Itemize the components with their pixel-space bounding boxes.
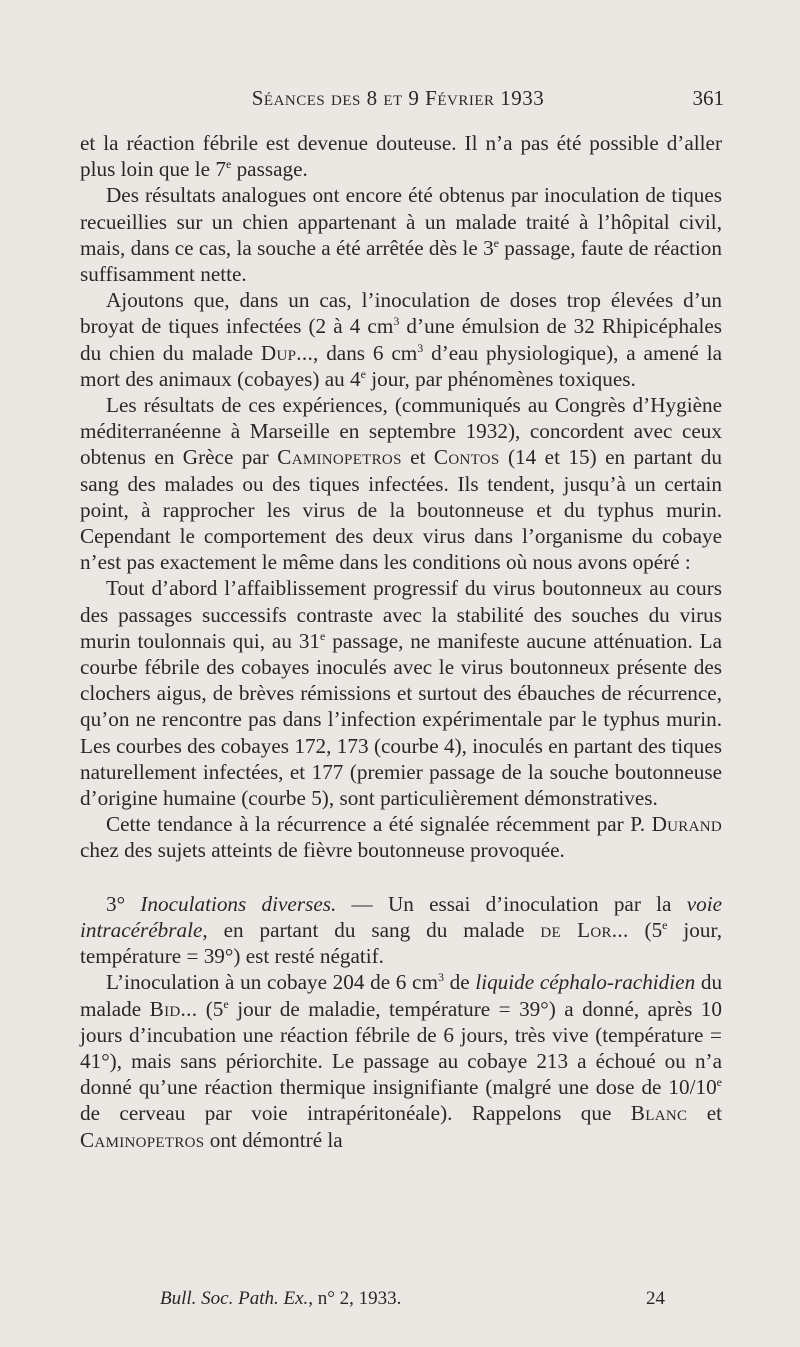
p8-sup2: e (223, 996, 229, 1011)
signature-mark: 24 (646, 1288, 665, 1309)
p4-a: Les résultats de ces expériences, (communiqués au Congrès d’Hygiène méditerranéenne à Marseille en septembre 1932), concordent avec ceux obtenus en Grèce par (80, 393, 722, 470)
paragraph-6 (80, 811, 722, 863)
patient-name: Bid... (149, 996, 198, 1021)
running-head: Séances des 8 et 9 Février 1933 (251, 86, 545, 110)
paragraph-2 (80, 182, 722, 287)
p8-c: du malade (80, 970, 723, 1021)
p5-a: Tout d’abord l’affaiblissement progressif du virus boutonneux au cours des passages successifs contraste avec la stabilité des souches du virus murin toulonnais qui, au 31 (80, 576, 722, 653)
p5-b: passage, ne manifeste aucune atténuation. La courbe fébrile des cobayes inoculés avec le virus boutonneux présente des clochers aigus, de brèves rémissions et surtout des ébauches de récurrence, qu’on ne rencontre pas dans l’infection expérimentale par le typhus murin. Les courbes des cobayes 172, 173 (courbe 4), inoculés en partant des tiques naturellement infectées, et 177 (premier passage de la souche boutonneuse d’origine humaine (courbe 5), sont particulièrement démonstratives. (80, 628, 722, 811)
p7-c: (5 (628, 917, 663, 942)
p4-c: (14 et 15) en partant du sang des malades ou des tiques infectées. Ils tendent, jusqu’à un certain point, à rapprocher les virus de la boutonneuse et du typhus murin. Cependant le comportement des deux virus dans l’organisme du cobaye n’est pas exactement le même dans les conditions où nous avons opéré : (80, 445, 722, 575)
author-name: Caminopetros (80, 1127, 205, 1152)
page-footer (160, 1288, 665, 1316)
p8-e: jour de maladie, température = 39°) a donné, après 10 jours d’incubation une réaction fébrile de 6 jours, très vive (température = 41°), mais sans périorchite. Le passage au cobaye 213 a échoué ou n’a donné qu’une réaction thermique insignifiante (malgré une dose de 10/10 (80, 996, 722, 1100)
p6-a: Cette tendance à la récurrence a été signalée récemment par P. (106, 812, 652, 837)
author-name: Caminopetros (277, 445, 402, 470)
section-title: Inoculations diverses. (140, 891, 337, 916)
p7-a: — Un essai d’inoculation par la (336, 891, 687, 916)
p8-fluid: liquide céphalo-rachidien (475, 970, 696, 995)
p3-sup2: 3 (417, 340, 424, 355)
page-header (78, 86, 724, 116)
p8-d: (5 (197, 996, 224, 1021)
p8-f: de cerveau par voie intrapéritonéale). Rappelons que (80, 1101, 631, 1126)
page-number: 361 (692, 86, 724, 110)
p7-d: jour, température = 39°) est resté négatif. (80, 917, 722, 969)
p3-c: , dans 6 cm (313, 340, 418, 365)
p3-d: d’eau physiologique), a amené la mort des animaux (cobayes) au 4 (80, 340, 722, 391)
p8-h: ont démontré la (204, 1127, 343, 1152)
p3-sup3: e (360, 366, 366, 381)
author-name: Contos (433, 445, 500, 470)
section-number: 3° (106, 891, 141, 916)
p7-route: voie intracérébrale (80, 891, 722, 942)
p7-sup: e (662, 917, 668, 932)
p1-sup: e (225, 157, 232, 172)
p4-b: et (401, 445, 434, 470)
p8-a: L’inoculation à un cobaye 204 de 6 cm (106, 970, 438, 995)
paragraph-7 (80, 891, 722, 970)
p5-sup: e (320, 628, 326, 643)
patient-name: de Lor... (540, 917, 629, 942)
p8-g: et (687, 1101, 722, 1126)
journal-name: Bull. Soc. Path. Ex., (160, 1288, 314, 1309)
p7-b: , en partant du sang du malade (202, 917, 541, 942)
author-name: Blanc (630, 1101, 688, 1126)
p2-text: Des résultats analogues ont encore été obtenus par inoculation de tiques recueillies sur un chien appartenant à un malade traité à l’hôpital civil, mais, dans ce cas, la souche a été arrêtée dès le 3 (80, 183, 722, 260)
p1-text: et la réaction fébrile est devenue douteuse. Il n’a pas été possible d’aller plus loin que le 7 (80, 131, 722, 182)
paragraph-5 (80, 575, 722, 811)
paragraph-3 (80, 287, 722, 392)
journal-issue: n° 2, 1933. (313, 1288, 402, 1309)
paragraph-1 (80, 130, 722, 182)
p3-a: Ajoutons que, dans un cas, l’inoculation de doses trop élevées d’un broyat de tiques infectées (2 à 4 cm (80, 288, 722, 339)
p2-text2: passage, faute de réaction suffisamment nette. (80, 235, 722, 287)
paragraph-4 (80, 392, 722, 575)
p3-b: d’une émulsion de 32 Rhipicéphales du chien du malade (80, 314, 722, 365)
paragraph-8 (80, 969, 722, 1152)
p3-e: jour, par phénomènes toxiques. (365, 366, 636, 391)
author-name: Durand (651, 812, 722, 837)
p8-sup1: 3 (437, 970, 444, 985)
journal-citation (160, 1288, 401, 1310)
p6-b: chez des sujets atteints de fièvre boutonneuse provoquée. (80, 838, 565, 863)
p2-sup: e (493, 235, 499, 250)
p1-text2: passage. (231, 157, 308, 182)
patient-name: Dup... (260, 340, 314, 365)
p8-sup3: e (716, 1075, 722, 1090)
body-text (80, 130, 722, 1153)
p8-b: de (443, 970, 476, 995)
p3-sup1: 3 (393, 314, 400, 329)
